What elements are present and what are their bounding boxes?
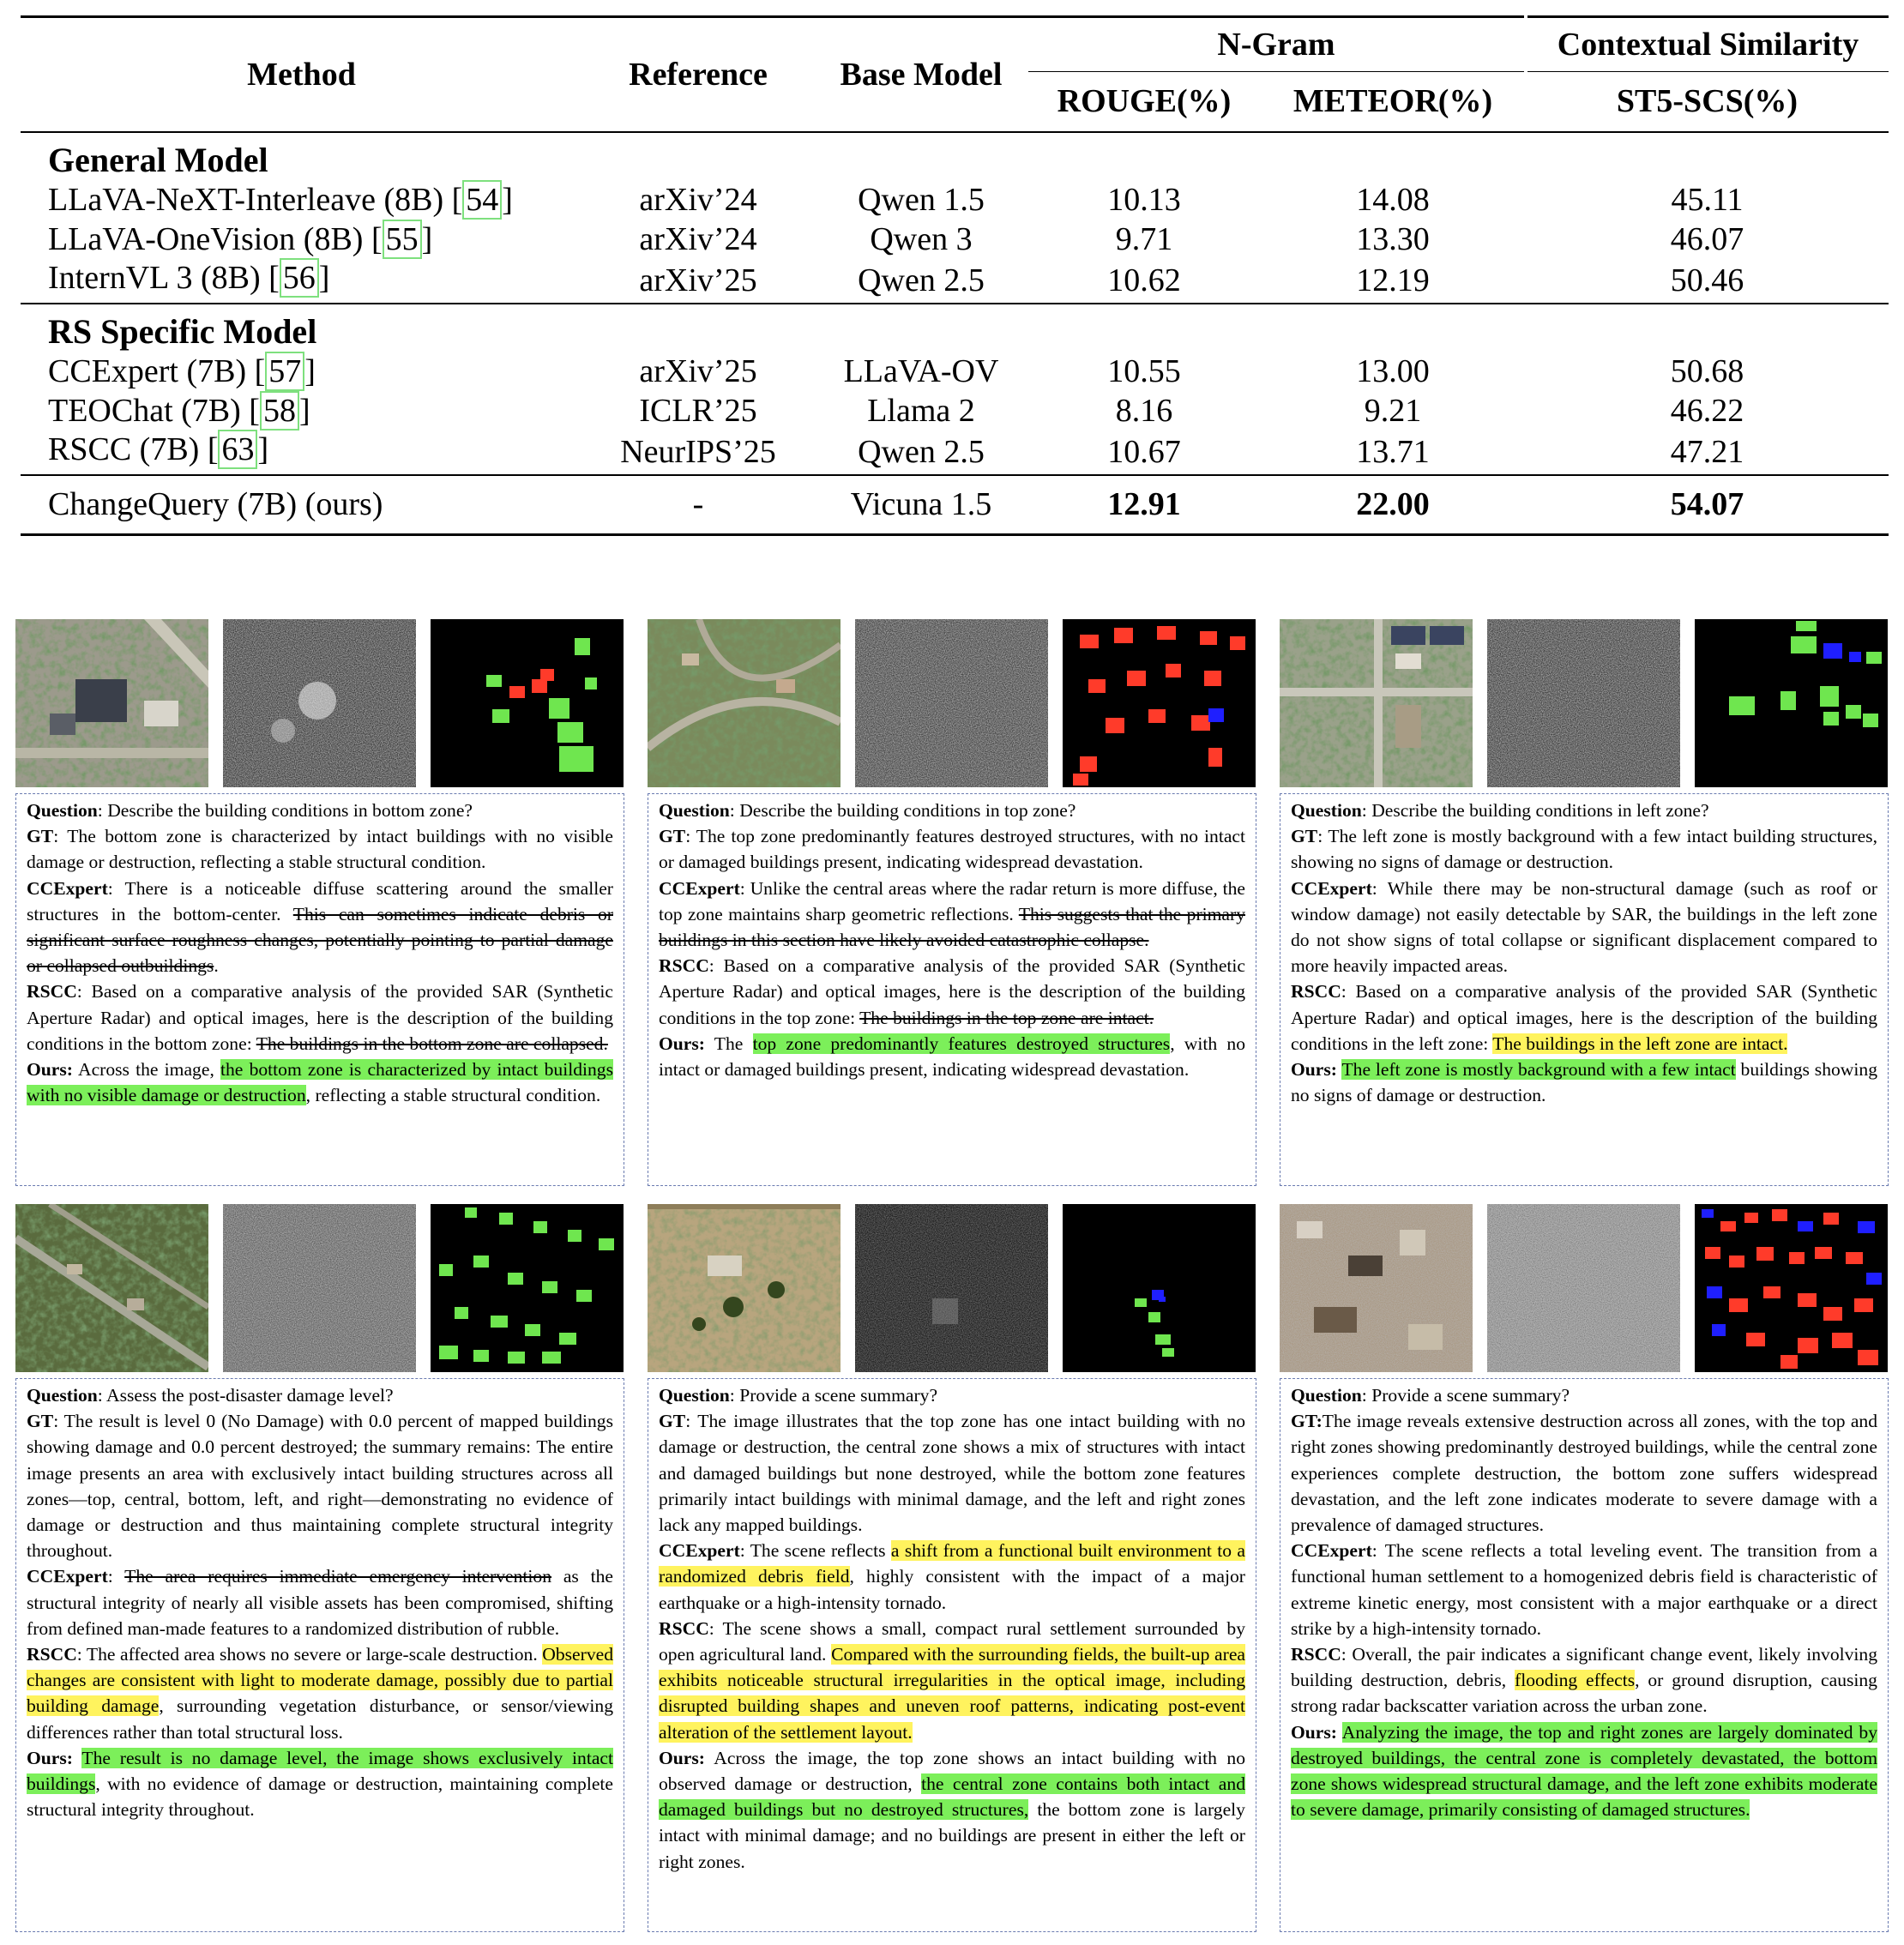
header-rouge: ROUGE(%)	[1057, 83, 1232, 120]
method-name: TEOChat (7B)	[48, 392, 241, 429]
rscc-highlight: flooding effects	[1515, 1670, 1636, 1691]
ccexpert-struck-text: This can sometimes indicate debris or significant surface roughness changes, potentially pointing to partial damage or collapsed outbuildings	[27, 903, 613, 977]
rscc-highlight: Compared with the surrounding fields, the built-up area exhibits noticeable structural irregularities in the optical image, including disrupted building shapes and uneven roof patterns, indicating post-event alteration of the settlement layout.	[659, 1644, 1245, 1743]
question-text: : Describe the building conditions in bottom zone?	[97, 800, 473, 821]
ours-text: Across the image,	[72, 1059, 221, 1081]
base-model-cell: Llama 2	[867, 392, 975, 429]
rscc-label: RSCC	[659, 955, 709, 977]
ccexpert-struck-text: This suggests that the primary buildings in this section have likely avoided catastrophic collapse.	[659, 903, 1245, 951]
ours-highlight: the central zone contains both intact and damaged buildings but no destroyed structures,	[659, 1773, 1245, 1821]
rouge-cell: 10.62	[1107, 262, 1181, 298]
optical-image	[648, 619, 841, 787]
meteor-cell: 14.08	[1356, 181, 1430, 218]
base-model-cell: Qwen 1.5	[858, 181, 985, 218]
meteor-cell: 13.00	[1356, 352, 1430, 389]
gt-label: GT	[27, 826, 54, 847]
rouge-cell: 10.67	[1107, 434, 1181, 470]
ours-label: Ours:	[27, 1747, 73, 1768]
ccexpert-text: : The scene reflects	[739, 1540, 891, 1562]
meteor-cell: 13.71	[1356, 434, 1430, 470]
ccexpert-struck-text: The area requires immediate emergency intervention	[124, 1566, 552, 1587]
rscc-struck-text: The buildings in the top zone are intact.	[859, 1007, 1154, 1028]
ccexpert-text-end: .	[214, 955, 219, 977]
ccexpert-text: as the structural integrity of nearly all visible assets has been compromised, shifting from defined man-made features to a randomized distribution of rubble.	[27, 1566, 613, 1639]
rscc-text: : Based on a comparative analysis of the provided SAR (Synthetic Aperture Radar) and optical images, here is the description of the building conditions in the bottom zone:	[27, 981, 613, 1054]
sar-image	[855, 619, 1048, 787]
rscc-label: RSCC	[1291, 981, 1341, 1003]
results-table-wrap	[21, 15, 1889, 536]
ccexpert-text-end: , highly consistent with the impact of a major earthquake or a high-intensity tornado.	[659, 1566, 1245, 1613]
sar-image	[223, 619, 416, 787]
qa-box	[1280, 793, 1889, 1186]
damage-mask	[1695, 619, 1888, 787]
example-panel-2	[648, 619, 1256, 1081]
results-table	[21, 15, 1889, 536]
table-row: LLaVA-OneVision (8B) [ 55 ] arXiv’24 Qwen 3 9.71 13.30 46.07	[21, 220, 1889, 259]
optical-image	[648, 1204, 841, 1372]
rouge-cell: 10.13	[1107, 181, 1181, 218]
citation-link[interactable]: 58	[260, 391, 299, 431]
ours-text: Across the image, the top zone shows an intact building with no observed damage or destruction,	[659, 1747, 1245, 1795]
ccexpert-label: CCExpert	[1291, 877, 1372, 899]
ccexpert-text: : While there may be non-structural damage (such as roof or window damage) not easily detectable by SAR, the buildings in the left zone do not show signs of total collapse or significant displacement compared to more heavily impacted areas.	[1291, 877, 1877, 977]
method-name: CCExpert (7B)	[48, 352, 247, 389]
base-model-cell: Qwen 3	[870, 220, 973, 257]
example-panel-1	[15, 619, 624, 1106]
base-model-cell: LLaVA-OV	[843, 352, 999, 389]
rscc-label: RSCC	[1291, 1644, 1341, 1665]
table-row: InternVL 3 (8B) [ 56 ] arXiv’25 Qwen 2.5 10.62 12.19 50.46	[21, 259, 1889, 304]
gt-label: GT	[659, 826, 686, 847]
rouge-cell: 9.71	[1115, 220, 1173, 257]
ccexpert-label: CCExpert	[27, 1566, 108, 1587]
ours-highlight: The left zone is mostly background with a few intact	[1341, 1059, 1736, 1081]
meteor-cell: 22.00	[1356, 486, 1430, 523]
optical-image	[1280, 1204, 1473, 1372]
rscc-text-end: , surrounding vegetation disturbance, or sensor/viewing differences rather than total structural loss.	[27, 1695, 614, 1743]
ccexpert-text: : The scene reflects a total leveling event. The transition from a functional human settlement to a homogenized debris field is characteristic of extreme kinetic energy, most consistent with a major earthquake or a direct strike by a high-intensity tornado.	[1291, 1540, 1877, 1639]
reference-cell: NeurIPS’25	[620, 434, 776, 470]
question-label: Question	[27, 1385, 98, 1406]
ccexpert-text: : There is a noticeable diffuse scattering around the smaller structures in the bottom-center.	[27, 877, 613, 924]
ours-highlight: The result is no damage level, the image shows exclusively intact buildings	[27, 1747, 613, 1795]
question-label: Question	[659, 1385, 730, 1406]
gt-text: : The result is level 0 (No Damage) with 0.0 percent of mapped buildings showing damage and 0.0 percent destroyed; the summary remains: The entire image presents an area with exclusively intact building structures across all zones—top, central, bottom, left, and right—demonstrating no evidence of damage or destruction and thus maintaining complete structural integrity throughout.	[27, 1411, 613, 1562]
reference-cell: -	[692, 486, 704, 523]
ccexpert-text: : Unlike the central areas where the radar return is more diffuse, the top zone maintains sharp geometric reflections.	[659, 877, 1245, 924]
base-model-cell: Vicuna 1.5	[850, 486, 992, 523]
meteor-cell: 13.30	[1356, 220, 1430, 257]
example-panel-5	[648, 1204, 1256, 1872]
ours-text-end: , with no evidence of damage or destruction, maintaining complete structural integrity throughout.	[27, 1773, 613, 1821]
header-st5: ST5-SCS(%)	[1616, 83, 1799, 120]
citation-link[interactable]: 56	[280, 258, 319, 298]
st5-cell: 50.46	[1670, 262, 1744, 298]
question-text: : Describe the building conditions in left zone?	[1361, 800, 1709, 821]
st5-cell: 54.07	[1670, 486, 1744, 523]
gt-label: GT	[1291, 826, 1318, 847]
reference-cell: arXiv’24	[639, 220, 757, 257]
method-name: LLaVA-OneVision (8B)	[48, 220, 364, 257]
ccexpert-highlight: a shift from a functional built environment to a randomized debris field	[659, 1540, 1245, 1587]
ours-highlight: top zone predominantly features destroyed structures	[752, 1033, 1171, 1054]
gt-text: : The top zone predominantly features destroyed structures, with no intact or damaged buildings present, indicating widespread devastation.	[659, 826, 1245, 873]
damage-mask	[431, 619, 624, 787]
ccexpert-label: CCExpert	[659, 877, 740, 899]
question-text: : Assess the post-disaster damage level?	[97, 1385, 394, 1406]
rscc-text: : The scene shows a small, compact rural settlement surrounded by open agricultural land.	[659, 1617, 1245, 1665]
ours-text-end: buildings showing no signs of damage or destruction.	[1291, 1059, 1877, 1106]
meteor-cell: 12.19	[1356, 262, 1430, 298]
method-name: ChangeQuery (7B) (ours)	[48, 486, 383, 523]
rouge-cell: 12.91	[1107, 486, 1181, 523]
table-row: TEOChat (7B) [ 58 ] ICLR’25 Llama 2 8.16 9.21 46.22	[21, 391, 1889, 431]
question-label: Question	[27, 800, 98, 821]
base-model-cell: Qwen 2.5	[858, 262, 985, 298]
gt-text: : The left zone is mostly background with a few intact building structures, showing no signs of damage or destruction.	[1291, 826, 1877, 873]
qa-box	[15, 793, 624, 1186]
table-row-ours	[21, 475, 1889, 535]
rscc-text: : Based on a comparative analysis of the provided SAR (Synthetic Aperture Radar) and optical images, here is the description of the building conditions in the left zone:	[1291, 981, 1877, 1054]
ours-highlight: the bottom zone is characterized by intact buildings with no visible damage or destruction	[27, 1059, 613, 1106]
rouge-cell: 10.55	[1107, 352, 1181, 389]
sar-image	[855, 1204, 1048, 1372]
ccexpert-label: CCExpert	[1291, 1540, 1372, 1562]
qa-box	[648, 793, 1256, 1186]
qa-box	[15, 1378, 624, 1932]
example-panel-3	[1280, 619, 1889, 1106]
question-text: : Provide a scene summary?	[729, 1385, 938, 1406]
method-name: RSCC (7B)	[48, 431, 200, 467]
rscc-label: RSCC	[659, 1617, 709, 1639]
ccexpert-label: CCExpert	[27, 877, 108, 899]
st5-cell: 45.11	[1671, 181, 1744, 218]
rscc-label: RSCC	[27, 981, 77, 1003]
ours-text-end: , with no intact or damaged buildings present, indicating widespread devastation.	[659, 1033, 1245, 1081]
header-meteor: METEOR(%)	[1292, 83, 1493, 120]
ours-label: Ours:	[27, 1059, 73, 1081]
header-method: Method	[247, 56, 356, 93]
rscc-text: : Based on a comparative analysis of the provided SAR (Synthetic Aperture Radar) and optical images, here is the description of the building conditions in the top zone:	[659, 955, 1245, 1028]
ours-label: Ours:	[1291, 1059, 1337, 1081]
question-label: Question	[1291, 800, 1362, 821]
ours-text-end: the bottom zone is largely intact with minimal damage; and no buildings are present in either the left or right zones.	[659, 1799, 1245, 1872]
sar-image	[1487, 619, 1680, 787]
st5-cell: 50.68	[1670, 352, 1744, 389]
header-ngram: N-Gram	[1028, 17, 1526, 72]
citation-link[interactable]: 57	[265, 352, 304, 391]
ours-text-end: , reflecting a stable structural condition.	[305, 1085, 601, 1106]
ours-label: Ours:	[659, 1747, 705, 1768]
optical-image	[15, 619, 208, 787]
question-text: : Provide a scene summary?	[1361, 1385, 1570, 1406]
rscc-highlight: Observed changes are consistent with light to moderate damage, possibly due to partial building damage	[27, 1644, 613, 1717]
header-reference: Reference	[629, 56, 768, 93]
st5-cell: 46.07	[1670, 220, 1744, 257]
question-label: Question	[659, 800, 730, 821]
rscc-text: : Overall, the pair indicates a significant change event, likely involving building destruction, debris,	[1291, 1644, 1877, 1691]
reference-cell: arXiv’25	[639, 262, 757, 298]
ours-label: Ours:	[659, 1033, 705, 1054]
gt-text: : The image illustrates that the top zone has one intact building with no damage or destruction, the central zone shows a mix of structures with intact and damaged buildings but none destroyed, while the bottom zone features primarily intact buildings with minimal damage, and the left and right zones lack any mapped buildings.	[659, 1411, 1245, 1536]
rscc-struck-text: The buildings in the bottom zone are collapsed.	[256, 1033, 608, 1054]
sar-image	[1487, 1204, 1680, 1372]
base-model-cell: Qwen 2.5	[858, 434, 985, 470]
header-contextual: Contextual Similarity	[1526, 17, 1889, 72]
gt-text: : The bottom zone is characterized by intact buildings with no visible damage or destruction, reflecting a stable structural condition.	[27, 826, 613, 873]
reference-cell: arXiv’25	[639, 352, 757, 389]
ours-highlight: Analyzing the image, the top and right zones are largely dominated by destroyed buildings, the central zone is completely devastated, the bottom zone shows widespread structural damage, and the left zone exhibits moderate to severe damage, primarily consisting of damaged structures.	[1291, 1721, 1878, 1821]
table-row: CCExpert (7B) [ 57 ] arXiv’25 LLaVA-OV 10.55 13.00 50.68	[21, 352, 1889, 391]
ccexpert-separator: :	[107, 1566, 125, 1587]
ccexpert-label: CCExpert	[659, 1540, 740, 1562]
meteor-cell: 9.21	[1364, 392, 1422, 429]
example-panel-6	[1280, 1204, 1889, 1821]
section-general: General Model	[48, 140, 268, 179]
table-row: RSCC (7B) [ 63 ] NeurIPS’25 Qwen 2.5 10.67 13.71 47.21	[21, 431, 1889, 475]
optical-image	[1280, 619, 1473, 787]
gt-label: GT	[659, 1411, 686, 1432]
gt-label: GT:	[1291, 1411, 1323, 1432]
example-panel-4	[15, 1204, 624, 1821]
method-name: InternVL 3 (8B)	[48, 260, 261, 296]
rouge-cell: 8.16	[1115, 392, 1173, 429]
ours-text: The	[704, 1033, 753, 1054]
citation-link[interactable]: 63	[218, 430, 257, 469]
reference-cell: arXiv’24	[639, 181, 757, 218]
table-row: LLaVA-NeXT-Interleave (8B) [ 54 ] arXiv’24 Qwen 1.5 10.13 14.08 45.11	[21, 180, 1889, 220]
rscc-text: : The affected area shows no severe or large-scale destruction.	[76, 1644, 543, 1665]
gt-text: The image reveals extensive destruction across all zones, with the top and right zones showing predominantly destroyed buildings, while the central zone experiences complete destruction, the bottom zone suffers widespread devastation, and the left zone indicates moderate to severe damage with a prevalence of damaged structures.	[1291, 1411, 1877, 1536]
gt-label: GT	[27, 1411, 54, 1432]
rscc-text-end: , or ground disruption, causing strong radar backscatter variation across the urban zone.	[1291, 1670, 1877, 1717]
method-name: LLaVA-NeXT-Interleave (8B)	[48, 181, 444, 218]
citation-link[interactable]: 54	[462, 180, 502, 220]
damage-mask	[1063, 619, 1256, 787]
citation-link[interactable]: 55	[383, 220, 422, 259]
question-text: : Describe the building conditions in top zone?	[729, 800, 1076, 821]
damage-mask	[431, 1204, 624, 1372]
section-rs: RS Specific Model	[48, 311, 317, 351]
optical-image	[15, 1204, 208, 1372]
damage-mask	[1063, 1204, 1256, 1372]
st5-cell: 46.22	[1670, 392, 1744, 429]
damage-mask	[1695, 1204, 1888, 1372]
st5-cell: 47.21	[1670, 434, 1744, 470]
sar-image	[223, 1204, 416, 1372]
reference-cell: ICLR’25	[639, 392, 757, 429]
header-base-model: Base Model	[840, 56, 1003, 93]
qa-box	[648, 1378, 1256, 1932]
qa-box	[1280, 1378, 1889, 1932]
ours-label: Ours:	[1291, 1721, 1337, 1743]
rscc-label: RSCC	[27, 1644, 77, 1665]
question-label: Question	[1291, 1385, 1362, 1406]
rscc-highlight: The buildings in the left zone are intact.	[1492, 1033, 1788, 1054]
